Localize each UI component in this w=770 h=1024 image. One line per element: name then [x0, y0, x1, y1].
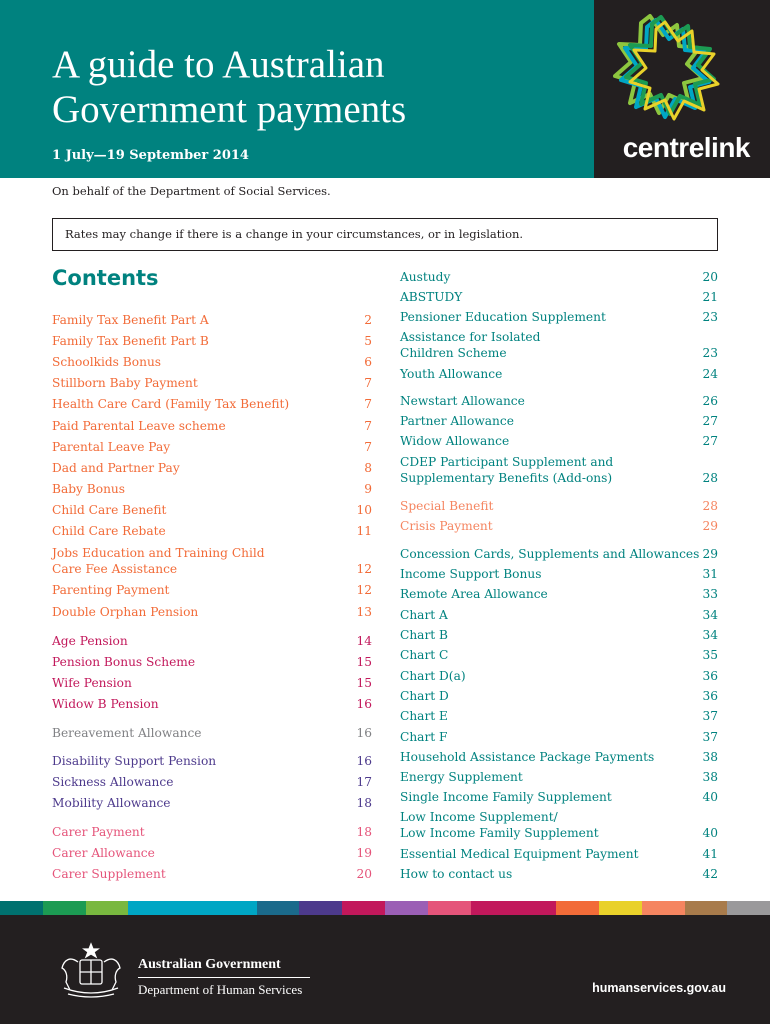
rates-notice-box: Rates may change if there is a change in your circumstances, or in legislation. — [52, 218, 718, 251]
toc-entry[interactable] — [52, 523, 372, 539]
toc-entry[interactable] — [52, 675, 372, 691]
toc-entry[interactable] — [52, 582, 372, 598]
color-stripe — [599, 901, 642, 915]
toc-entry-page: 23 — [702, 310, 718, 324]
toc-entry[interactable] — [52, 654, 372, 670]
toc-entry-page: 20 — [356, 867, 372, 881]
color-stripe — [556, 901, 599, 915]
toc-entry-label: Widow Allowance — [400, 434, 510, 448]
toc-entry-label: Carer Supplement — [52, 867, 166, 881]
toc-entry-page: 42 — [702, 867, 718, 881]
toc-entry[interactable] — [400, 688, 718, 704]
toc-entry-page: 7 — [364, 397, 372, 411]
website-link[interactable]: humanservices.gov.au — [592, 981, 726, 995]
centrelink-logo — [594, 0, 770, 178]
toc-entry-page: 2 — [364, 313, 372, 327]
toc-entry-page: 27 — [702, 414, 718, 428]
toc-entry[interactable] — [52, 354, 372, 370]
toc-entry[interactable] — [400, 366, 718, 382]
toc-entry-page: 40 — [702, 826, 718, 840]
color-stripe — [385, 901, 428, 915]
government-name: Australian Government — [138, 957, 281, 972]
toc-entry-label: Chart A — [400, 608, 448, 622]
toc-entry-label: Energy Supplement — [400, 770, 523, 784]
toc-entry-label: Baby Bonus — [52, 482, 126, 496]
color-stripe — [727, 901, 770, 915]
toc-entry-page: 24 — [702, 367, 718, 381]
toc-entry-label: Widow B Pension — [52, 697, 159, 711]
toc-entry-label: Double Orphan Pension — [52, 605, 199, 619]
toc-entry-page: 34 — [702, 608, 718, 622]
toc-entry-page: 16 — [356, 697, 372, 711]
toc-entry-label: Essential Medical Equipment Payment — [400, 847, 639, 861]
toc-entry[interactable] — [400, 309, 718, 325]
toc-entry-label: Chart C — [400, 648, 449, 662]
color-stripe — [342, 901, 385, 915]
color-stripe — [299, 901, 342, 915]
header-banner — [0, 0, 594, 178]
toc-entry[interactable] — [52, 795, 372, 811]
color-stripe — [43, 901, 86, 915]
toc-entry-label: Chart F — [400, 730, 448, 744]
toc-entry-label: Health Care Card (Family Tax Benefit) — [52, 397, 290, 411]
toc-entry-page: 19 — [356, 846, 372, 860]
toc-entry-page: 16 — [356, 726, 372, 740]
toc-entry-label: Assistance for Isolated Children Scheme — [400, 330, 541, 360]
toc-entry-label: Crisis Payment — [400, 519, 493, 533]
footer-divider — [138, 977, 310, 978]
toc-entry[interactable] — [52, 312, 372, 328]
footer-bar — [0, 915, 770, 1024]
toc-entry[interactable] — [400, 518, 718, 534]
toc-entry-page: 36 — [702, 669, 718, 683]
toc-entry-label: Single Income Family Supplement — [400, 790, 612, 804]
toc-entry-label: Child Care Benefit — [52, 503, 167, 517]
toc-entry[interactable] — [400, 769, 718, 785]
toc-entry-label: Wife Pension — [52, 676, 132, 690]
toc-entry-page: 31 — [702, 567, 718, 581]
toc-entry-label: Income Support Bonus — [400, 567, 542, 581]
toc-entry-label: Mobility Allowance — [52, 796, 171, 810]
toc-entry[interactable] — [400, 329, 718, 361]
brand-wordmark: centrelink — [622, 132, 750, 163]
toc-entry-page: 20 — [702, 270, 718, 284]
toc-entry[interactable] — [400, 269, 718, 285]
toc-entry-page: 14 — [356, 634, 372, 648]
toc-entry-label: Sickness Allowance — [52, 775, 174, 789]
toc-entry-page: 12 — [356, 583, 372, 597]
toc-entry-label: Remote Area Allowance — [400, 587, 548, 601]
toc-entry-label: Chart D(a) — [400, 669, 466, 683]
toc-entry-label: How to contact us — [400, 867, 513, 881]
toc-entry-page: 37 — [702, 709, 718, 723]
toc-entry-page: 36 — [702, 689, 718, 703]
toc-entry-label: Concession Cards, Supplements and Allowances — [400, 547, 700, 561]
toc-entry[interactable] — [400, 393, 718, 409]
toc-entry-page: 40 — [702, 790, 718, 804]
toc-entry[interactable] — [52, 774, 372, 790]
toc-entry-page: 41 — [702, 847, 718, 861]
color-stripe — [171, 901, 214, 915]
toc-entry-label: Chart D — [400, 689, 449, 703]
toc-entry-label: Disability Support Pension — [52, 754, 217, 768]
toc-entry-page: 34 — [702, 628, 718, 642]
toc-entry-label: CDEP Participant Supplement and Supplementary Benefits (Add-ons) — [400, 455, 614, 485]
toc-entry[interactable] — [52, 824, 372, 840]
toc-entry[interactable] — [52, 845, 372, 861]
toc-entry[interactable] — [400, 546, 718, 562]
toc-entry[interactable] — [52, 753, 372, 769]
toc-entry-label: Paid Parental Leave scheme — [52, 419, 226, 433]
color-stripe — [0, 901, 43, 915]
toc-entry-page: 38 — [702, 770, 718, 784]
toc-entry-page: 15 — [356, 676, 372, 690]
toc-entry-label: Parental Leave Pay — [52, 440, 171, 454]
toc-entry-page: 38 — [702, 750, 718, 764]
toc-entry-page: 28 — [702, 471, 718, 485]
toc-entry[interactable] — [52, 418, 372, 434]
toc-entry-page: 16 — [356, 754, 372, 768]
toc-entry[interactable] — [400, 627, 718, 643]
toc-entry-page: 17 — [356, 775, 372, 789]
toc-entry[interactable] — [52, 481, 372, 497]
toc-entry-page: 7 — [364, 440, 372, 454]
toc-entry-label: Bereavement Allowance — [52, 726, 202, 740]
toc-entry-label: Household Assistance Package Payments — [400, 750, 655, 764]
toc-entry-page: 28 — [702, 499, 718, 513]
color-stripe — [214, 901, 257, 915]
toc-entry-page: 7 — [364, 419, 372, 433]
toc-entry-label: ABSTUDY — [400, 290, 463, 304]
toc-entry[interactable] — [52, 545, 372, 577]
document-title — [52, 42, 406, 132]
coat-of-arms-icon — [56, 940, 126, 1000]
toc-entry-page: 7 — [364, 376, 372, 390]
department-name: Department of Human Services — [138, 982, 303, 997]
toc-entry[interactable] — [400, 668, 718, 684]
toc-entry-label: Carer Allowance — [52, 846, 155, 860]
toc-entry[interactable] — [52, 375, 372, 391]
toc-entry-page: 8 — [364, 461, 372, 475]
toc-entry-label: Schoolkids Bonus — [52, 355, 162, 369]
toc-entry-label: Child Care Rebate — [52, 524, 166, 538]
toc-entry-label: Austudy — [400, 270, 451, 284]
toc-entry-label: Youth Allowance — [400, 367, 503, 381]
toc-entry[interactable] — [52, 502, 372, 518]
toc-entry-label: Family Tax Benefit Part A — [52, 313, 209, 327]
toc-entry[interactable] — [52, 866, 372, 882]
toc-entry[interactable] — [400, 607, 718, 623]
color-stripe — [642, 901, 685, 915]
toc-entry-page: 11 — [356, 524, 372, 538]
toc-entry[interactable] — [400, 433, 718, 449]
toc-right-column — [400, 269, 718, 884]
toc-entry[interactable] — [52, 696, 372, 712]
color-stripe — [513, 901, 556, 915]
title-line-2: Government payments — [52, 88, 407, 131]
toc-entry[interactable] — [400, 586, 718, 602]
toc-entry-page: 29 — [702, 547, 718, 561]
toc-entry-label: Newstart Allowance — [400, 394, 525, 408]
toc-entry[interactable] — [400, 866, 718, 882]
toc-entry-label: Parenting Payment — [52, 583, 170, 597]
date-range: 1 July—19 September 2014 — [52, 148, 249, 163]
toc-entry[interactable] — [52, 396, 372, 412]
toc-entry-page: 29 — [702, 519, 718, 533]
toc-entry-page: 35 — [702, 648, 718, 662]
toc-entry-page: 27 — [702, 434, 718, 448]
toc-entry[interactable] — [400, 749, 718, 765]
color-stripe — [471, 901, 514, 915]
toc-entry[interactable] — [400, 413, 718, 429]
toc-entry[interactable] — [400, 809, 718, 841]
toc-entry-page: 10 — [356, 503, 372, 517]
toc-entry-page: 6 — [364, 355, 372, 369]
toc-entry[interactable] — [400, 647, 718, 663]
toc-entry-label: Jobs Education and Training Child Care Fee Assistance — [52, 546, 265, 576]
toc-entry[interactable] — [400, 846, 718, 862]
toc-entry-label: Age Pension — [52, 634, 128, 648]
toc-entry-page: 9 — [364, 482, 372, 496]
toc-entry-page: 12 — [356, 562, 372, 576]
toc-entry-page: 18 — [356, 825, 372, 839]
toc-entry-label: Dad and Partner Pay — [52, 461, 180, 475]
toc-entry[interactable] — [400, 289, 718, 305]
toc-entry-label: Partner Allowance — [400, 414, 514, 428]
toc-entry[interactable] — [400, 789, 718, 805]
toc-entry-page: 26 — [702, 394, 718, 408]
toc-entry-label: Carer Payment — [52, 825, 145, 839]
toc-entry[interactable] — [400, 708, 718, 724]
toc-entry-label: Chart E — [400, 709, 448, 723]
toc-entry-label: Pensioner Education Supplement — [400, 310, 606, 324]
toc-entry[interactable] — [400, 498, 718, 514]
toc-entry-page: 33 — [702, 587, 718, 601]
toc-entry-label: Stillborn Baby Payment — [52, 376, 198, 390]
toc-entry-label: Family Tax Benefit Part B — [52, 334, 209, 348]
toc-entry-page: 23 — [702, 346, 718, 360]
toc-entry[interactable] — [52, 460, 372, 476]
toc-entry[interactable] — [52, 439, 372, 455]
color-stripe — [685, 901, 728, 915]
color-stripe — [86, 901, 129, 915]
toc-entry-page: 18 — [356, 796, 372, 810]
toc-entry[interactable] — [52, 725, 372, 741]
title-line-1: A guide to Australian — [52, 43, 385, 86]
toc-entry[interactable] — [52, 604, 372, 620]
toc-entry-label: Low Income Supplement/ Low Income Family Supplement — [400, 810, 599, 840]
behalf-text: On behalf of the Department of Social Services. — [52, 184, 331, 198]
color-stripe — [128, 901, 171, 915]
toc-entry-label: Chart B — [400, 628, 448, 642]
toc-entry-page: 37 — [702, 730, 718, 744]
toc-entry[interactable] — [400, 454, 718, 486]
toc-entry[interactable] — [400, 566, 718, 582]
toc-entry-page: 13 — [356, 605, 372, 619]
toc-entry[interactable] — [52, 333, 372, 349]
toc-entry-page: 15 — [356, 655, 372, 669]
toc-left-column — [52, 312, 372, 882]
toc-entry[interactable] — [52, 633, 372, 649]
toc-entry[interactable] — [400, 729, 718, 745]
color-stripe — [257, 901, 300, 915]
toc-entry-label: Special Benefit — [400, 499, 494, 513]
toc-entry-page: 5 — [364, 334, 372, 348]
toc-entry-label: Pension Bonus Scheme — [52, 655, 196, 669]
color-stripe-bar — [0, 901, 770, 915]
toc-entry-page: 21 — [702, 290, 718, 304]
color-stripe — [428, 901, 471, 915]
contents-heading: Contents — [52, 266, 159, 290]
